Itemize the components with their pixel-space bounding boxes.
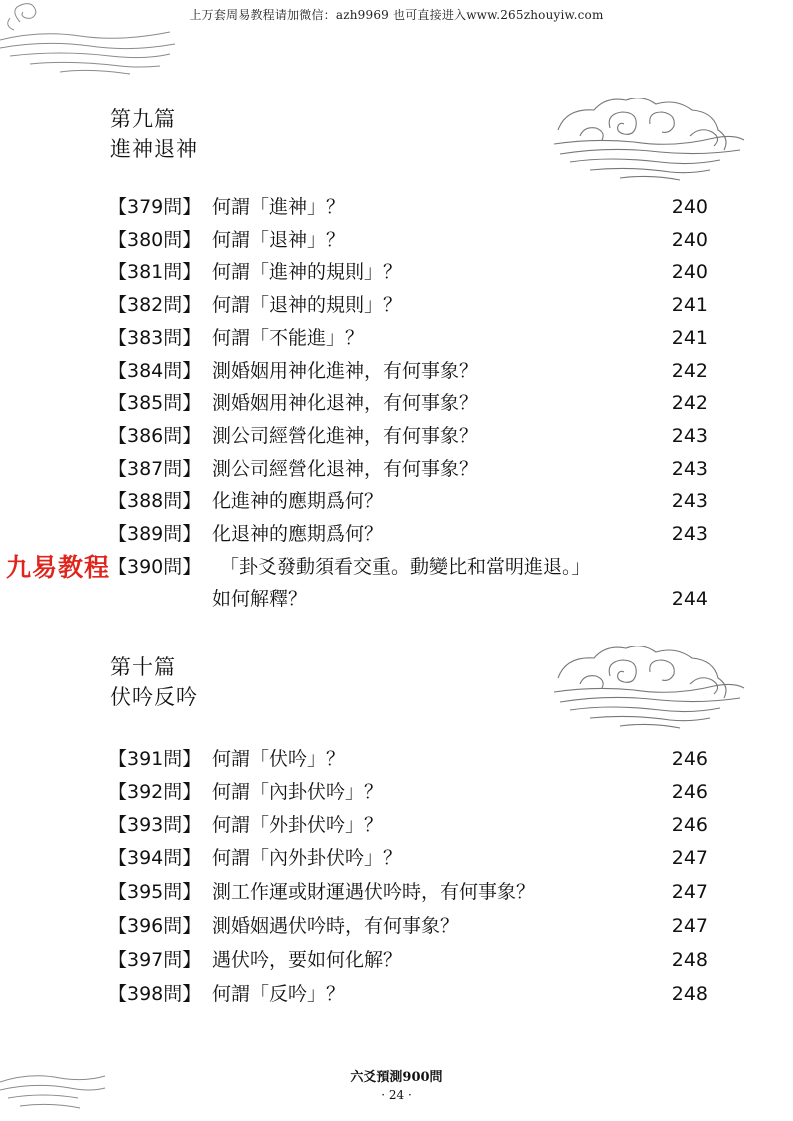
toc-entry[interactable] bbox=[108, 843, 708, 873]
question-number: 【385問】 bbox=[108, 392, 202, 415]
toc-entry[interactable] bbox=[108, 519, 708, 549]
chapter-number: 第十篇 bbox=[110, 655, 176, 679]
question-text: 何謂「退神」？ bbox=[212, 228, 346, 251]
question-text: 如何解釋？ bbox=[212, 588, 308, 611]
question-text: 遇伏吟，要如何化解？ bbox=[212, 949, 403, 971]
page-number: 242 bbox=[671, 359, 708, 382]
question-text: 測婚姻用神化進神，有何事象？ bbox=[212, 359, 479, 382]
toc-entry-continuation[interactable] bbox=[108, 584, 708, 614]
page-number: 247 bbox=[671, 881, 708, 903]
question-text: 何謂「伏吟」？ bbox=[212, 748, 346, 770]
page-number: 246 bbox=[671, 781, 708, 803]
page-number: 243 bbox=[671, 523, 708, 545]
question-text: 化退神的應期爲何？ bbox=[212, 523, 384, 545]
question-number: 【391問】 bbox=[108, 748, 202, 770]
toc-entry[interactable] bbox=[108, 911, 708, 941]
question-text: 化進神的應期爲何？ bbox=[212, 490, 384, 513]
page-number: 242 bbox=[671, 392, 708, 415]
question-number: 【384問】 bbox=[108, 359, 202, 382]
section-heading-9 bbox=[110, 104, 198, 164]
question-text: 測婚姻遇伏吟時，有何事象？ bbox=[212, 915, 460, 937]
question-number: 【398問】 bbox=[108, 983, 202, 1005]
question-text: 測公司經營化退神，有何事象？ bbox=[212, 457, 479, 480]
toc-entry[interactable] bbox=[108, 290, 708, 320]
question-text: 何謂「不能進」？ bbox=[212, 326, 365, 349]
page-number: 244 bbox=[671, 588, 708, 611]
toc-entry[interactable] bbox=[108, 454, 708, 484]
toc-entry[interactable] bbox=[108, 323, 708, 353]
question-text: 何謂「外卦伏吟」？ bbox=[212, 814, 384, 836]
question-number: 【386問】 bbox=[108, 424, 202, 447]
chapter-number: 第九篇 bbox=[110, 107, 176, 131]
question-text: 測工作運或財運遇伏吟時，有何事象？ bbox=[212, 881, 536, 903]
question-text: 何謂「退神的規則」？ bbox=[212, 294, 403, 317]
question-number: 【392問】 bbox=[108, 781, 202, 803]
toc-entry[interactable] bbox=[108, 810, 708, 840]
page-number: 246 bbox=[671, 748, 708, 770]
question-number: 【395問】 bbox=[108, 881, 202, 903]
question-text: 何謂「內卦伏吟」？ bbox=[212, 781, 384, 803]
page-number: 241 bbox=[671, 326, 708, 349]
question-number: 【381問】 bbox=[108, 261, 202, 284]
page-number: 247 bbox=[671, 915, 708, 937]
chapter-title: 進神退神 bbox=[110, 137, 198, 161]
question-number: 【379問】 bbox=[108, 196, 202, 218]
question-number: 【383問】 bbox=[108, 326, 202, 349]
question-text: 「卦爻發動須看交重。動變比和當明進退。」 bbox=[220, 555, 591, 578]
question-number: 【389問】 bbox=[108, 523, 202, 545]
toc-entry[interactable] bbox=[108, 356, 708, 386]
question-text: 測婚姻用神化退神，有何事象？ bbox=[212, 392, 479, 415]
section-heading-10 bbox=[110, 652, 198, 712]
cloud-ornament-section bbox=[550, 646, 750, 736]
page-number: 240 bbox=[671, 228, 708, 251]
toc-entry[interactable] bbox=[108, 777, 708, 807]
page-number: 243 bbox=[671, 424, 708, 447]
page-number: 247 bbox=[671, 847, 708, 869]
question-text: 何謂「反吟」？ bbox=[212, 983, 346, 1005]
question-number: 【390問】 bbox=[108, 555, 202, 578]
toc-entry[interactable] bbox=[108, 979, 708, 1009]
question-number: 【387問】 bbox=[108, 457, 202, 480]
question-number: 【397問】 bbox=[108, 949, 202, 971]
toc-entry[interactable] bbox=[108, 388, 708, 418]
toc-entry[interactable] bbox=[108, 486, 708, 516]
page-number: 240 bbox=[671, 196, 708, 218]
question-number: 【396問】 bbox=[108, 915, 202, 937]
toc-entry[interactable] bbox=[108, 945, 708, 975]
page-number: 241 bbox=[671, 294, 708, 317]
cloud-ornament-section bbox=[550, 98, 750, 188]
page-number: 246 bbox=[671, 814, 708, 836]
toc-entry[interactable] bbox=[108, 225, 708, 255]
page-number: 243 bbox=[671, 490, 708, 513]
question-text: 何謂「內外卦伏吟」？ bbox=[212, 847, 403, 869]
question-number: 【382問】 bbox=[108, 294, 202, 317]
toc-entry[interactable] bbox=[108, 877, 708, 907]
watermark-stamp: 九易教程 bbox=[6, 553, 111, 582]
question-number: 【393問】 bbox=[108, 814, 202, 836]
question-number: 【394問】 bbox=[108, 847, 202, 869]
toc-entry[interactable] bbox=[108, 257, 708, 287]
question-number: 【388問】 bbox=[108, 490, 202, 513]
footer-page-number: · 24 · bbox=[381, 1088, 412, 1102]
top-banner: 上万套周易教程请加微信：azh9969 也可直接进入www.265zhouyiw.com bbox=[189, 8, 604, 22]
toc-entry[interactable] bbox=[108, 552, 708, 582]
question-number: 【380問】 bbox=[108, 228, 202, 251]
toc-entry[interactable] bbox=[108, 421, 708, 451]
page-number: 248 bbox=[671, 949, 708, 971]
page-number: 243 bbox=[671, 457, 708, 480]
page-number: 240 bbox=[671, 261, 708, 284]
footer-book-title: 六爻預測900問 bbox=[350, 1070, 443, 1085]
question-text: 測公司經營化進神，有何事象？ bbox=[212, 424, 479, 447]
toc-entry[interactable] bbox=[108, 744, 708, 774]
page-number: 248 bbox=[671, 983, 708, 1005]
question-text: 何謂「進神」？ bbox=[212, 196, 346, 218]
cloud-ornament-top-left bbox=[0, 0, 180, 80]
chapter-title: 伏吟反吟 bbox=[110, 685, 198, 709]
question-text: 何謂「進神的規則」？ bbox=[212, 261, 403, 284]
toc-entry[interactable] bbox=[108, 192, 708, 222]
